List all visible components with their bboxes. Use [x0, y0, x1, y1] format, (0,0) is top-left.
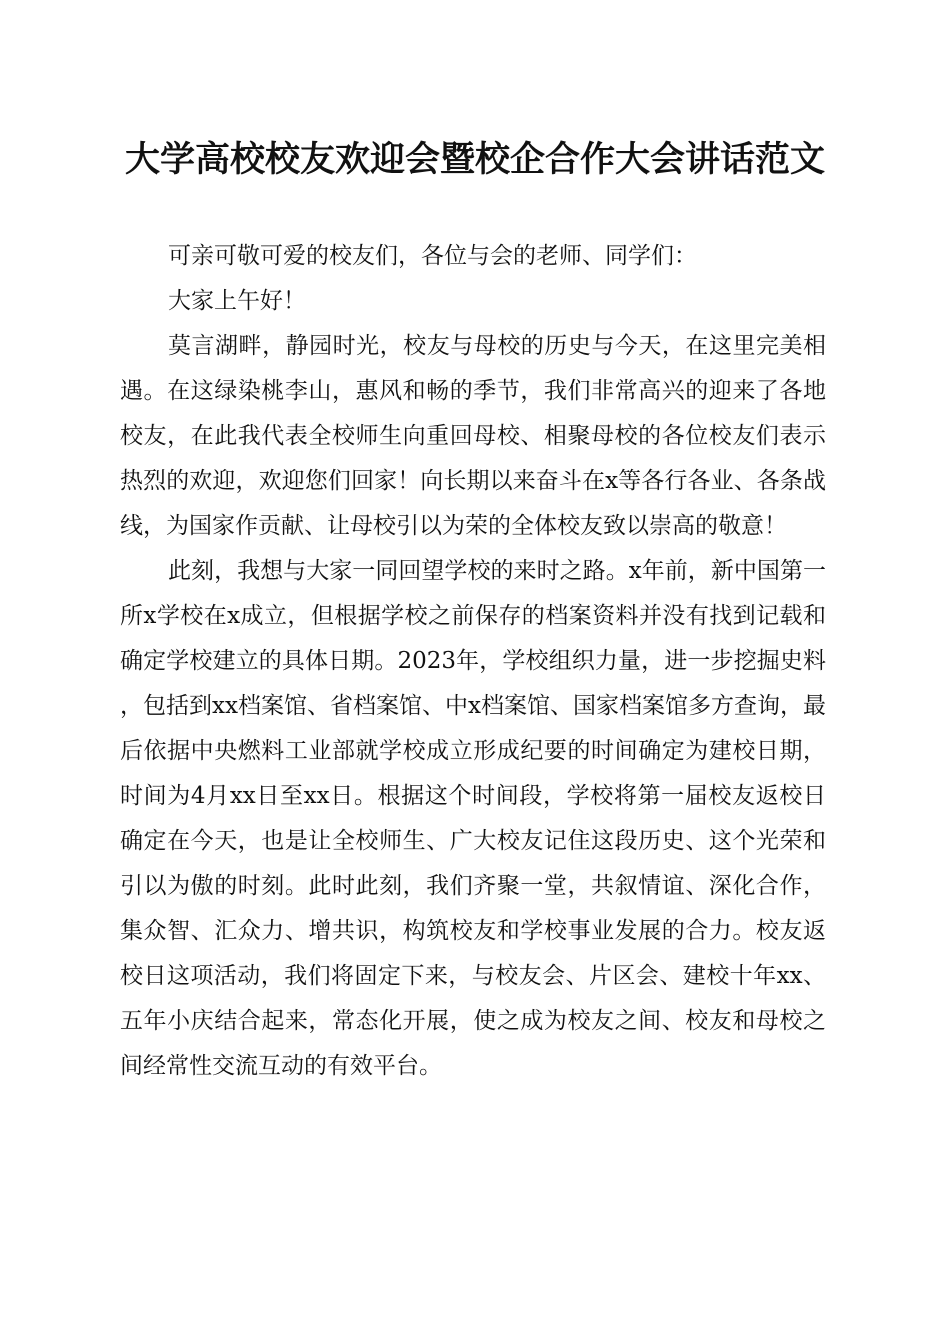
document-title: 大学高校校友欢迎会暨校企合作大会讲话范文 — [124, 139, 825, 180]
welcome-paragraph: 莫言湖畔，静园时光，校友与母校的历史与今天，在这里完美相遇。在这绿染桃李山，惠风和畅的季节，我们非常高兴的迎来了各地校友，在此我代表全校师生向重回母校、相聚母校的各位校友们表示热烈的欢迎，欢迎您们回家！向长期以来奋斗在x等各行各业、各条战线，为国家作贡献、让母校引以为荣的全体校友致以崇高的敬意！ — [120, 333, 826, 539]
salutation-paragraph: 可亲可敬可爱的校友们，各位与会的老师、同学们： — [168, 243, 697, 269]
history-paragraph: 此刻，我想与大家一同回望学校的来时之路。x年前，新中国第一所x学校在x成立，但根据学校之前保存的档案资料并没有找到记载和确定学校建立的具体日期。2023年，学校组织力量，进一步挖掘史料，包括到xx档案馆、省档案馆、中x档案馆、国家档案馆多方查询，最后依据中央燃料工业部就学校成立形成纪要的时间确定为建校日期，时间为4月xx日至xx日。根据这个时间段，学校将第一届校友返校日确定在今天，也是让全校师生、广大校友记住这段历史、这个光荣和引以为傲的时刻。此时此刻，我们齐聚一堂，共叙情谊、深化合作，集众智、汇众力、增共识，构筑校友和学校事业发展的合力。校友返校日这项活动，我们将固定下来，与校友会、片区会、建校十年xx、五年小庆结合起来，常态化开展，使之成为校友之间、校友和母校之间经常性交流互动的有效平台。 — [120, 558, 826, 1079]
document-body — [120, 234, 826, 1089]
greeting-paragraph: 大家上午好！ — [168, 288, 306, 314]
